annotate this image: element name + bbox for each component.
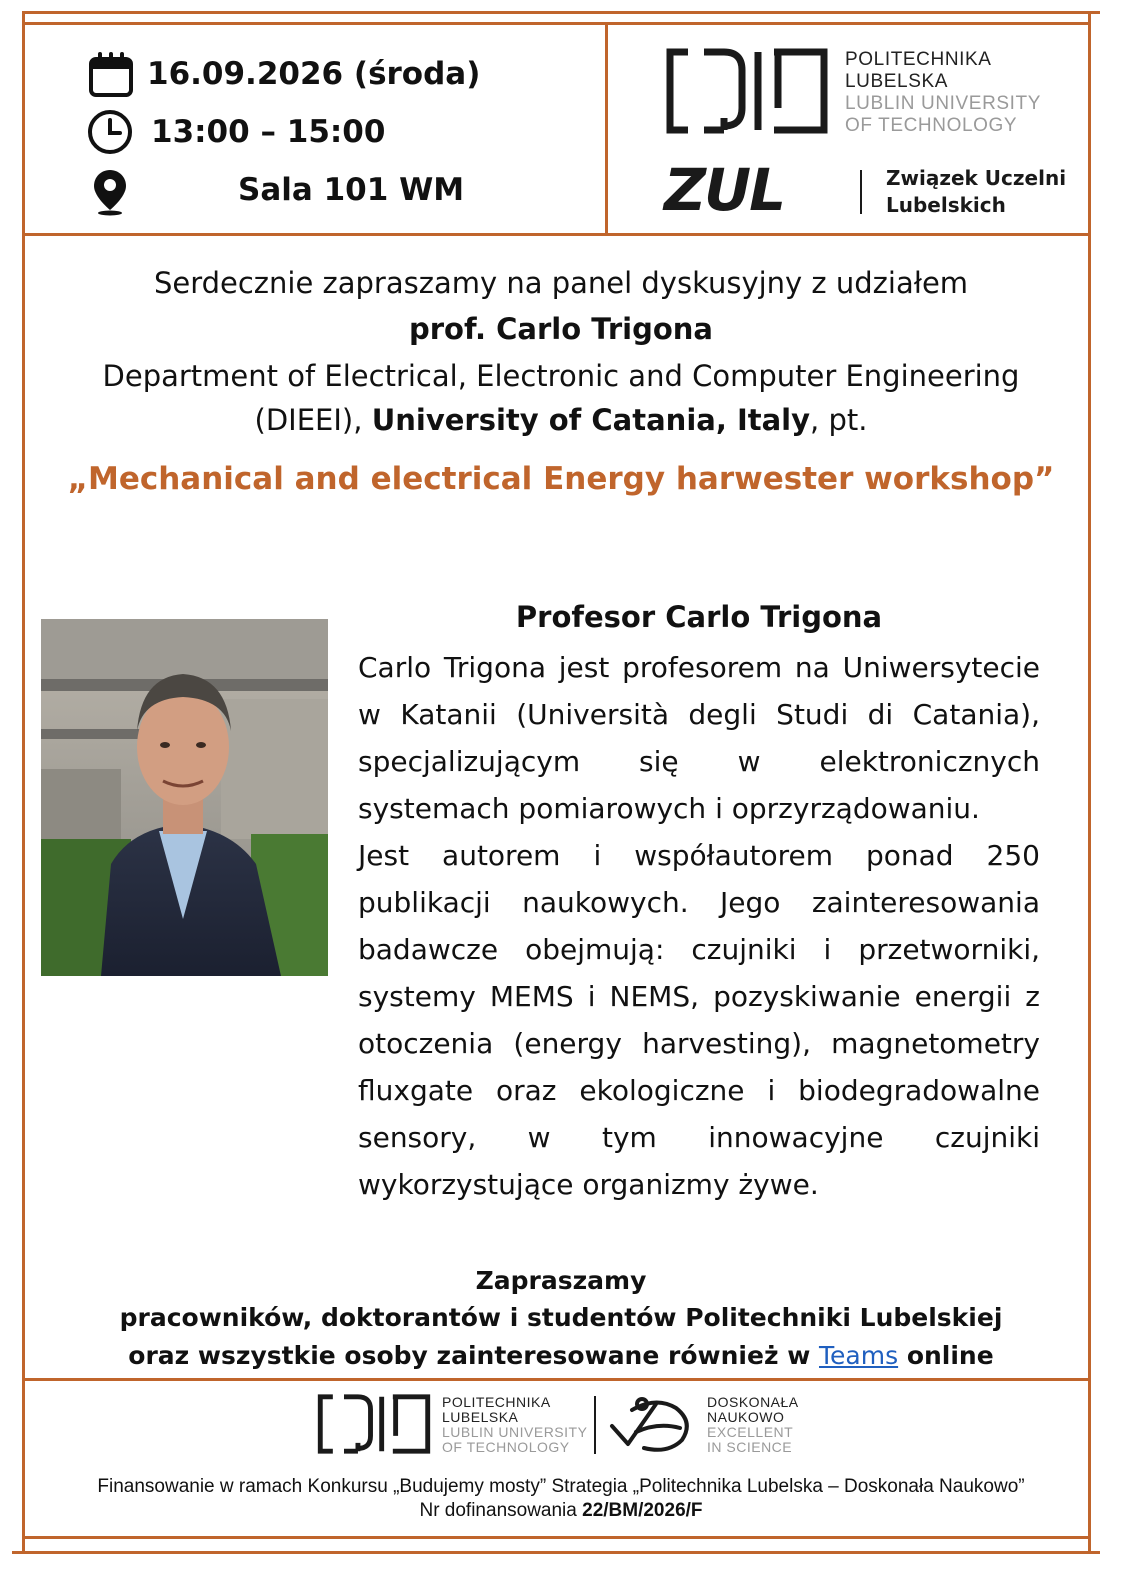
footer-politechnika-text: POLITECHNIKA LUBELSKA LUBLIN UNIVERSITY OF TECHNOLOGY: [442, 1394, 588, 1455]
header-divider: [605, 22, 608, 235]
footer-politechnika-logo-mark: [316, 1394, 432, 1454]
workshop-title: „Mechanical and electrical Energy harwester workshop”: [67, 461, 1055, 497]
politechnika-logo-mark: [666, 48, 828, 134]
clock-icon: [86, 108, 134, 160]
event-room: Sala 101 WM: [238, 172, 465, 208]
funding-number-line: Nr dofinansowania 22/BM/2026/F: [419, 1500, 703, 1521]
bio-paragraph-2: Jest autorem i współautorem ponad 250 publikacji naukowych. Jego zainteresowania badawcze obejmują: czujniki i przetworniki, systemy MEMS i NEMS, pozyskiwanie energii z otoczenia (energy harvesting), magnetometry fluxgate oraz ekologiczne i biodegradowalne sensory, w tym innowacyjne czujniki wykorzystujące organizmy żywe.: [358, 839, 1040, 1201]
doskonala-naukowo-logo: [606, 1392, 698, 1462]
speaker-affiliation: [28, 354, 1094, 442]
zul-logo-mark: ZUL: [664, 156, 785, 224]
department-name: Department of Electrical, Electronic and Computer Engineering: [102, 359, 1020, 393]
politechnika-logo: [666, 48, 828, 138]
invite-line-2: pracowników, doktorantów i studentów Politechniki Lubelskiej: [119, 1303, 1003, 1332]
invite-line-3: oraz wszystkie osoby zainteresowane również w Teams online: [128, 1341, 994, 1370]
header-bottom-line: [22, 233, 1090, 236]
zul-logo-name: Związek Uczelni Lubelskich: [886, 166, 1067, 217]
event-date: 16.09.2026 (środa): [147, 56, 481, 92]
bio-text: [358, 644, 1040, 1208]
funding-number: 22/BM/2026/F: [582, 1500, 703, 1521]
invite-line-1: Zapraszamy: [475, 1266, 647, 1295]
footer-politechnika-logo: [316, 1394, 432, 1458]
university-name: University of Catania, Italy: [371, 403, 811, 437]
speaker-name: prof. Carlo Trigona: [409, 312, 713, 346]
teams-link[interactable]: Teams: [819, 1341, 899, 1370]
event-time: 13:00 – 15:00: [151, 114, 386, 150]
politechnika-logo-text: POLITECHNIKA LUBELSKA LUBLIN UNIVERSITY OF TECHNOLOGY: [845, 49, 1042, 136]
bottom-line-inner: [22, 1536, 1090, 1539]
bio-heading: Profesor Carlo Trigona: [515, 600, 883, 634]
header-top-line: [22, 22, 1090, 25]
doskonala-naukowo-text: DOSKONAŁA NAUKOWO EXCELLENT IN SCIENCE: [707, 1394, 799, 1455]
speaker-photo: [41, 619, 328, 976]
doskonala-naukowo-logo-mark: [606, 1392, 698, 1458]
funding-statement: Finansowanie w ramach Konkursu „Budujemy mosty” Strategia „Politechnika Lubelska – Doskonała Naukowo”: [97, 1476, 1025, 1497]
top-border-line: [22, 11, 1100, 14]
department-line2: (DIEEI), University of Catania, Italy, pt.: [254, 403, 868, 437]
calendar-icon: [88, 50, 134, 102]
location-pin-icon: [92, 168, 128, 220]
left-border-line: [22, 11, 25, 1553]
bio-paragraph-1: Carlo Trigona jest profesorem na Uniwersytecie w Katanii (Università degli Studi di Catania), specjalizującym się w elektronicznych systemach pomiarowych i oprzyrządowaniu.: [358, 651, 1040, 825]
footer-logo-divider: [594, 1396, 596, 1454]
bottom-line-outer: [12, 1551, 1100, 1554]
footer-top-line: [22, 1378, 1090, 1381]
invitation-intro: Serdecznie zapraszamy na panel dyskusyjny z udziałem: [153, 266, 969, 300]
zul-logo-divider: [860, 170, 862, 214]
